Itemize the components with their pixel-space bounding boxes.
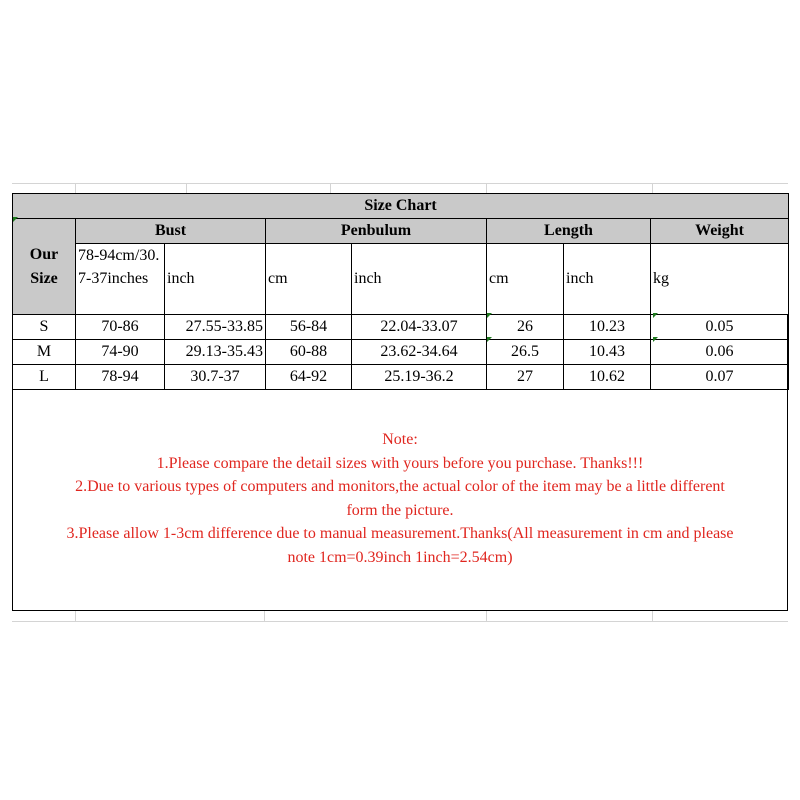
cell-marker-icon [487,337,492,342]
penbulum-cm-subheader: cm [266,244,352,315]
penbulum-cm-cell: 64-92 [266,365,352,390]
size-cell: M [13,340,76,365]
bust-cm-cell: 74-90 [76,340,165,365]
table-row [13,340,789,365]
cell-marker-icon [653,313,658,318]
grid-line-v2 [186,183,187,193]
table-row [13,315,789,340]
weight-cell: 0.06 [651,340,789,365]
chart-title: Size Chart [13,194,789,219]
length-cm-subheader: cm [487,244,564,315]
note-line-3: form the picture. [346,501,454,519]
bust-cm-cell: 70-86 [76,315,165,340]
penbulum-inch-subheader: inch [352,244,487,315]
penbulum-cm-cell: 60-88 [266,340,352,365]
bust-cm-cell: 78-94 [76,365,165,390]
grid-line-v6 [75,611,76,621]
length-header: Length [487,219,651,244]
length-inch-cell: 10.43 [564,340,651,365]
table-row [13,365,789,390]
penbulum-inch-cell: 22.04-33.07 [352,315,487,340]
note-line-4: 3.Please allow 1-3cm difference due to manual measurement.Thanks(All measurement in cm and please [66,525,734,542]
note-line-1: 1.Please compare the detail sizes with yours before you purchase. Thanks!!! [156,454,644,472]
penbulum-header: Penbulum [266,219,487,244]
penbulum-cm-cell: 56-84 [266,315,352,340]
length-inch-subheader: inch [564,244,651,315]
bust-inch-cell: 27.55-33.85 [165,315,266,340]
size-chart-table [12,193,789,390]
our-size-header: Our Size [13,219,76,315]
size-cell: S [13,315,76,340]
penbulum-inch-cell: 25.19-36.2 [352,365,487,390]
cell-marker-icon [487,313,492,318]
note-line-5: note 1cm=0.39inch 1inch=2.54cm) [287,548,513,566]
note-line-2: 2.Due to various types of computers and monitors,the actual color of the item may be a little different [75,478,725,495]
length-cm-cell: 27 [487,365,564,390]
grid-line-v5 [652,183,653,193]
weight-cell: 0.05 [651,315,789,340]
weight-cell: 0.07 [651,365,789,390]
cell-marker-icon [13,217,18,222]
note-heading: Note: [382,431,418,448]
grid-line-v1 [75,183,76,193]
length-cm-cell: 26 [487,315,564,340]
weight-kg-subheader: kg [651,244,789,315]
bust-inch-subheader: inch [165,244,266,315]
length-inch-cell: 10.62 [564,365,651,390]
length-inch-cell: 10.23 [564,315,651,340]
grid-line-v9 [652,611,653,621]
length-cm-cell: 26.5 [487,340,564,365]
weight-header: Weight [651,219,789,244]
notes-block [12,428,788,569]
cell-marker-icon [653,337,658,342]
grid-line-top [12,183,788,184]
grid-line-v7 [264,611,265,621]
grid-line-v8 [486,611,487,621]
size-cell: L [13,365,76,390]
bust-cm-subheader: 78-94cm/30.7-37inches [76,244,165,315]
grid-line-v3 [330,183,331,193]
grid-line-v4 [486,183,487,193]
bust-header: Bust [76,219,266,244]
grid-line-bottom [12,621,788,622]
bust-inch-cell: 29.13-35.43 [165,340,266,365]
penbulum-inch-cell: 23.62-34.64 [352,340,487,365]
bust-inch-cell: 30.7-37 [165,365,266,390]
